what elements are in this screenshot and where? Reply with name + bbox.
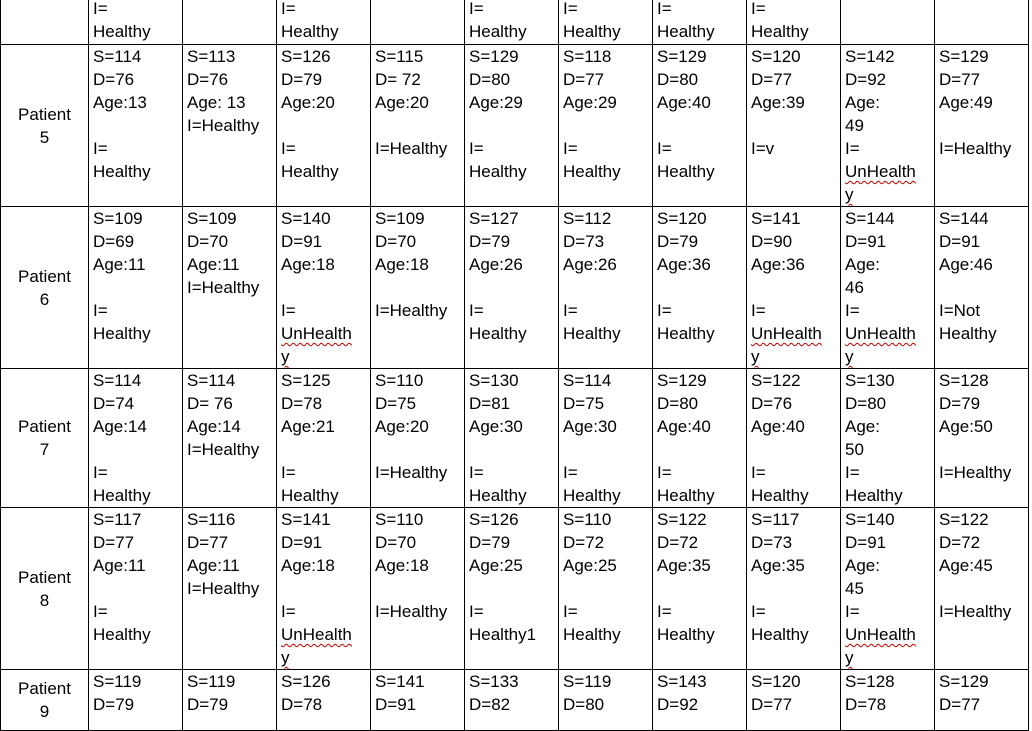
cell-text: S=114 D=76 Age:13 I= Healthy: [93, 47, 151, 181]
row-label: Patient 5: [1, 45, 89, 207]
table-cell: [935, 369, 1029, 508]
table-cell: [841, 207, 935, 369]
table-cell: [183, 207, 277, 369]
cell-text: S=122 D=72 Age:35 I= Healthy: [657, 510, 715, 644]
table-row: [1, 0, 1029, 45]
cell-text: S=122 D=76 Age:40 I= Healthy: [751, 371, 809, 505]
table-cell: [559, 0, 653, 45]
table-cell: [653, 508, 747, 670]
table-cell: [747, 45, 841, 207]
table-cell: [653, 0, 747, 45]
cell-text: S=141 D=91 Age:18 I=: [281, 510, 335, 621]
table-cell: [277, 0, 371, 45]
cell-text: S=133 D=82: [469, 672, 519, 714]
cell-text: S=114 D=74 Age:14 I= Healthy: [93, 371, 151, 505]
table-cell: [465, 207, 559, 369]
spellcheck-underlined-text: UnHealth y: [751, 324, 822, 366]
cell-text: S=142 D=92 Age: 49 I=: [845, 47, 895, 158]
spellcheck-underlined-text: UnHealth y: [845, 324, 916, 366]
cell-text: S=114 D= 76 Age:14 I=Healthy: [187, 371, 260, 459]
cell-text: S=122 D=72 Age:45 I=Healthy: [939, 510, 1012, 621]
table-cell: [559, 207, 653, 369]
cell-text: S=129 D=80 Age:40 I= Healthy: [657, 371, 715, 505]
cell-text: S=126 D=79 Age:20 I= Healthy: [281, 47, 339, 181]
cell-text: S=126 D=78: [281, 672, 331, 714]
cell-text: S=127 D=79 Age:26 I= Healthy: [469, 209, 527, 343]
cell-text: S=140 D=91 Age:18 I=: [281, 209, 335, 320]
table-cell: [277, 369, 371, 508]
table-cell: [371, 369, 465, 508]
cell-text: S=110 D=75 Age:20 I=Healthy: [375, 371, 448, 482]
table-cell: [841, 0, 935, 45]
cell-text: S=141 D=91: [375, 672, 425, 714]
spellcheck-underlined-text: UnHealth y: [281, 324, 352, 366]
table-cell: [935, 45, 1029, 207]
table-cell: [89, 207, 183, 369]
table-cell: [559, 45, 653, 207]
cell-text: S=144 D=91 Age: 46 I=: [845, 209, 895, 320]
table-cell: [653, 369, 747, 508]
cell-text: I= Healthy: [751, 0, 809, 41]
table-cell: [89, 508, 183, 670]
table-cell: [371, 508, 465, 670]
table-row: [1, 207, 1029, 369]
table-cell: [277, 207, 371, 369]
table-cell: [935, 670, 1029, 731]
cell-text: S=119 D=79: [93, 672, 142, 714]
table-cell: [747, 0, 841, 45]
cell-text: S=144 D=91 Age:46 I=Not Healthy: [939, 209, 997, 343]
cell-text: S=120 D=79 Age:36 I= Healthy: [657, 209, 715, 343]
cell-text: S=114 D=75 Age:30 I= Healthy: [563, 371, 621, 505]
table-cell: [465, 369, 559, 508]
cell-text: S=129 D=80 Age:29 I= Healthy: [469, 47, 527, 181]
table-cell: [935, 207, 1029, 369]
cell-text: S=117 D=77 Age:11 I= Healthy: [93, 510, 151, 644]
table-cell: [371, 207, 465, 369]
table-cell: [183, 369, 277, 508]
cell-text: S=119 D=80: [563, 672, 612, 714]
cell-text: S=128 D=79 Age:50 I=Healthy: [939, 371, 1012, 482]
table-cell: [747, 508, 841, 670]
table-cell: [277, 670, 371, 731]
cell-text: S=129 D=80 Age:40 I= Healthy: [657, 47, 715, 181]
table-cell: [371, 670, 465, 731]
table-cell: [465, 0, 559, 45]
cell-text: S=109 D=69 Age:11 I= Healthy: [93, 209, 151, 343]
cell-text: S=143 D=92: [657, 672, 707, 714]
table-body: [1, 0, 1029, 731]
cell-text: S=112 D=73 Age:26 I= Healthy: [563, 209, 621, 343]
table-cell: [935, 508, 1029, 670]
cell-text: S=113 D=76 Age: 13 I=Healthy: [187, 47, 260, 135]
cell-text: I= Healthy: [657, 0, 715, 41]
table-cell: [183, 670, 277, 731]
row-label: [1, 0, 89, 45]
cell-text: S=120 D=77 Age:39 I=v: [751, 47, 805, 158]
cell-text: S=117 D=73 Age:35 I= Healthy: [751, 510, 809, 644]
cell-text: S=110 D=70 Age:18 I=Healthy: [375, 510, 448, 621]
cell-text: S=130 D=80 Age: 50 I= Healthy: [845, 371, 903, 505]
table-cell: [277, 45, 371, 207]
table-cell: [277, 508, 371, 670]
cell-text: S=125 D=78 Age:21 I= Healthy: [281, 371, 339, 505]
table-cell: [559, 369, 653, 508]
table-cell: [465, 508, 559, 670]
table-cell: [841, 369, 935, 508]
row-label: Patient 9: [1, 670, 89, 731]
table-cell: [89, 369, 183, 508]
cell-text: S=118 D=77 Age:29 I= Healthy: [563, 47, 621, 181]
cell-text: S=128 D=78: [845, 672, 895, 714]
cell-text: S=129 D=77 Age:49 I=Healthy: [939, 47, 1012, 158]
table-cell: [653, 207, 747, 369]
table-cell: [559, 670, 653, 731]
spellcheck-underlined-text: UnHealth y: [281, 625, 352, 667]
table-cell: [183, 0, 277, 45]
cell-text: S=130 D=81 Age:30 I= Healthy: [469, 371, 527, 505]
cell-text: S=120 D=77: [751, 672, 801, 714]
table-cell: [371, 45, 465, 207]
table-cell: [653, 670, 747, 731]
table-cell: [183, 45, 277, 207]
cell-text: S=116 D=77 Age:11 I=Healthy: [187, 510, 260, 598]
cell-text: I= Healthy: [93, 0, 151, 41]
table-cell: [841, 45, 935, 207]
table-row: [1, 670, 1029, 731]
table-row: [1, 508, 1029, 670]
spellcheck-underlined-text: UnHealth y: [845, 625, 916, 667]
cell-text: S=109 D=70 Age:18 I=Healthy: [375, 209, 448, 320]
table-cell: [465, 45, 559, 207]
table-cell: [183, 508, 277, 670]
table-cell: [747, 369, 841, 508]
table-cell: [841, 670, 935, 731]
table-cell: [89, 670, 183, 731]
table-row: [1, 45, 1029, 207]
cell-text: S=126 D=79 Age:25 I= Healthy1: [469, 510, 537, 644]
spellcheck-underlined-text: UnHealth y: [845, 162, 916, 204]
table-cell: [747, 670, 841, 731]
row-label: Patient 7: [1, 369, 89, 508]
cell-text: S=129 D=77: [939, 672, 989, 714]
table-cell: [89, 45, 183, 207]
table-cell: [89, 0, 183, 45]
cell-text: I= Healthy: [563, 0, 621, 41]
table-cell: [653, 45, 747, 207]
row-label: Patient 8: [1, 508, 89, 670]
table-cell: [841, 508, 935, 670]
table-cell: [559, 508, 653, 670]
table-cell: [935, 0, 1029, 45]
cell-text: I= Healthy: [469, 0, 527, 41]
cell-text: S=141 D=90 Age:36 I=: [751, 209, 805, 320]
row-label: Patient 6: [1, 207, 89, 369]
cell-text: S=115 D= 72 Age:20 I=Healthy: [375, 47, 448, 158]
table-cell: [371, 0, 465, 45]
cell-text: S=119 D=79: [187, 672, 236, 714]
table-cell: [465, 670, 559, 731]
cell-text: S=109 D=70 Age:11 I=Healthy: [187, 209, 260, 297]
cell-text: I= Healthy: [281, 0, 339, 41]
table-row: [1, 369, 1029, 508]
cell-text: S=140 D=91 Age: 45 I=: [845, 510, 895, 621]
table-cell: [747, 207, 841, 369]
cell-text: S=110 D=72 Age:25 I= Healthy: [563, 510, 621, 644]
